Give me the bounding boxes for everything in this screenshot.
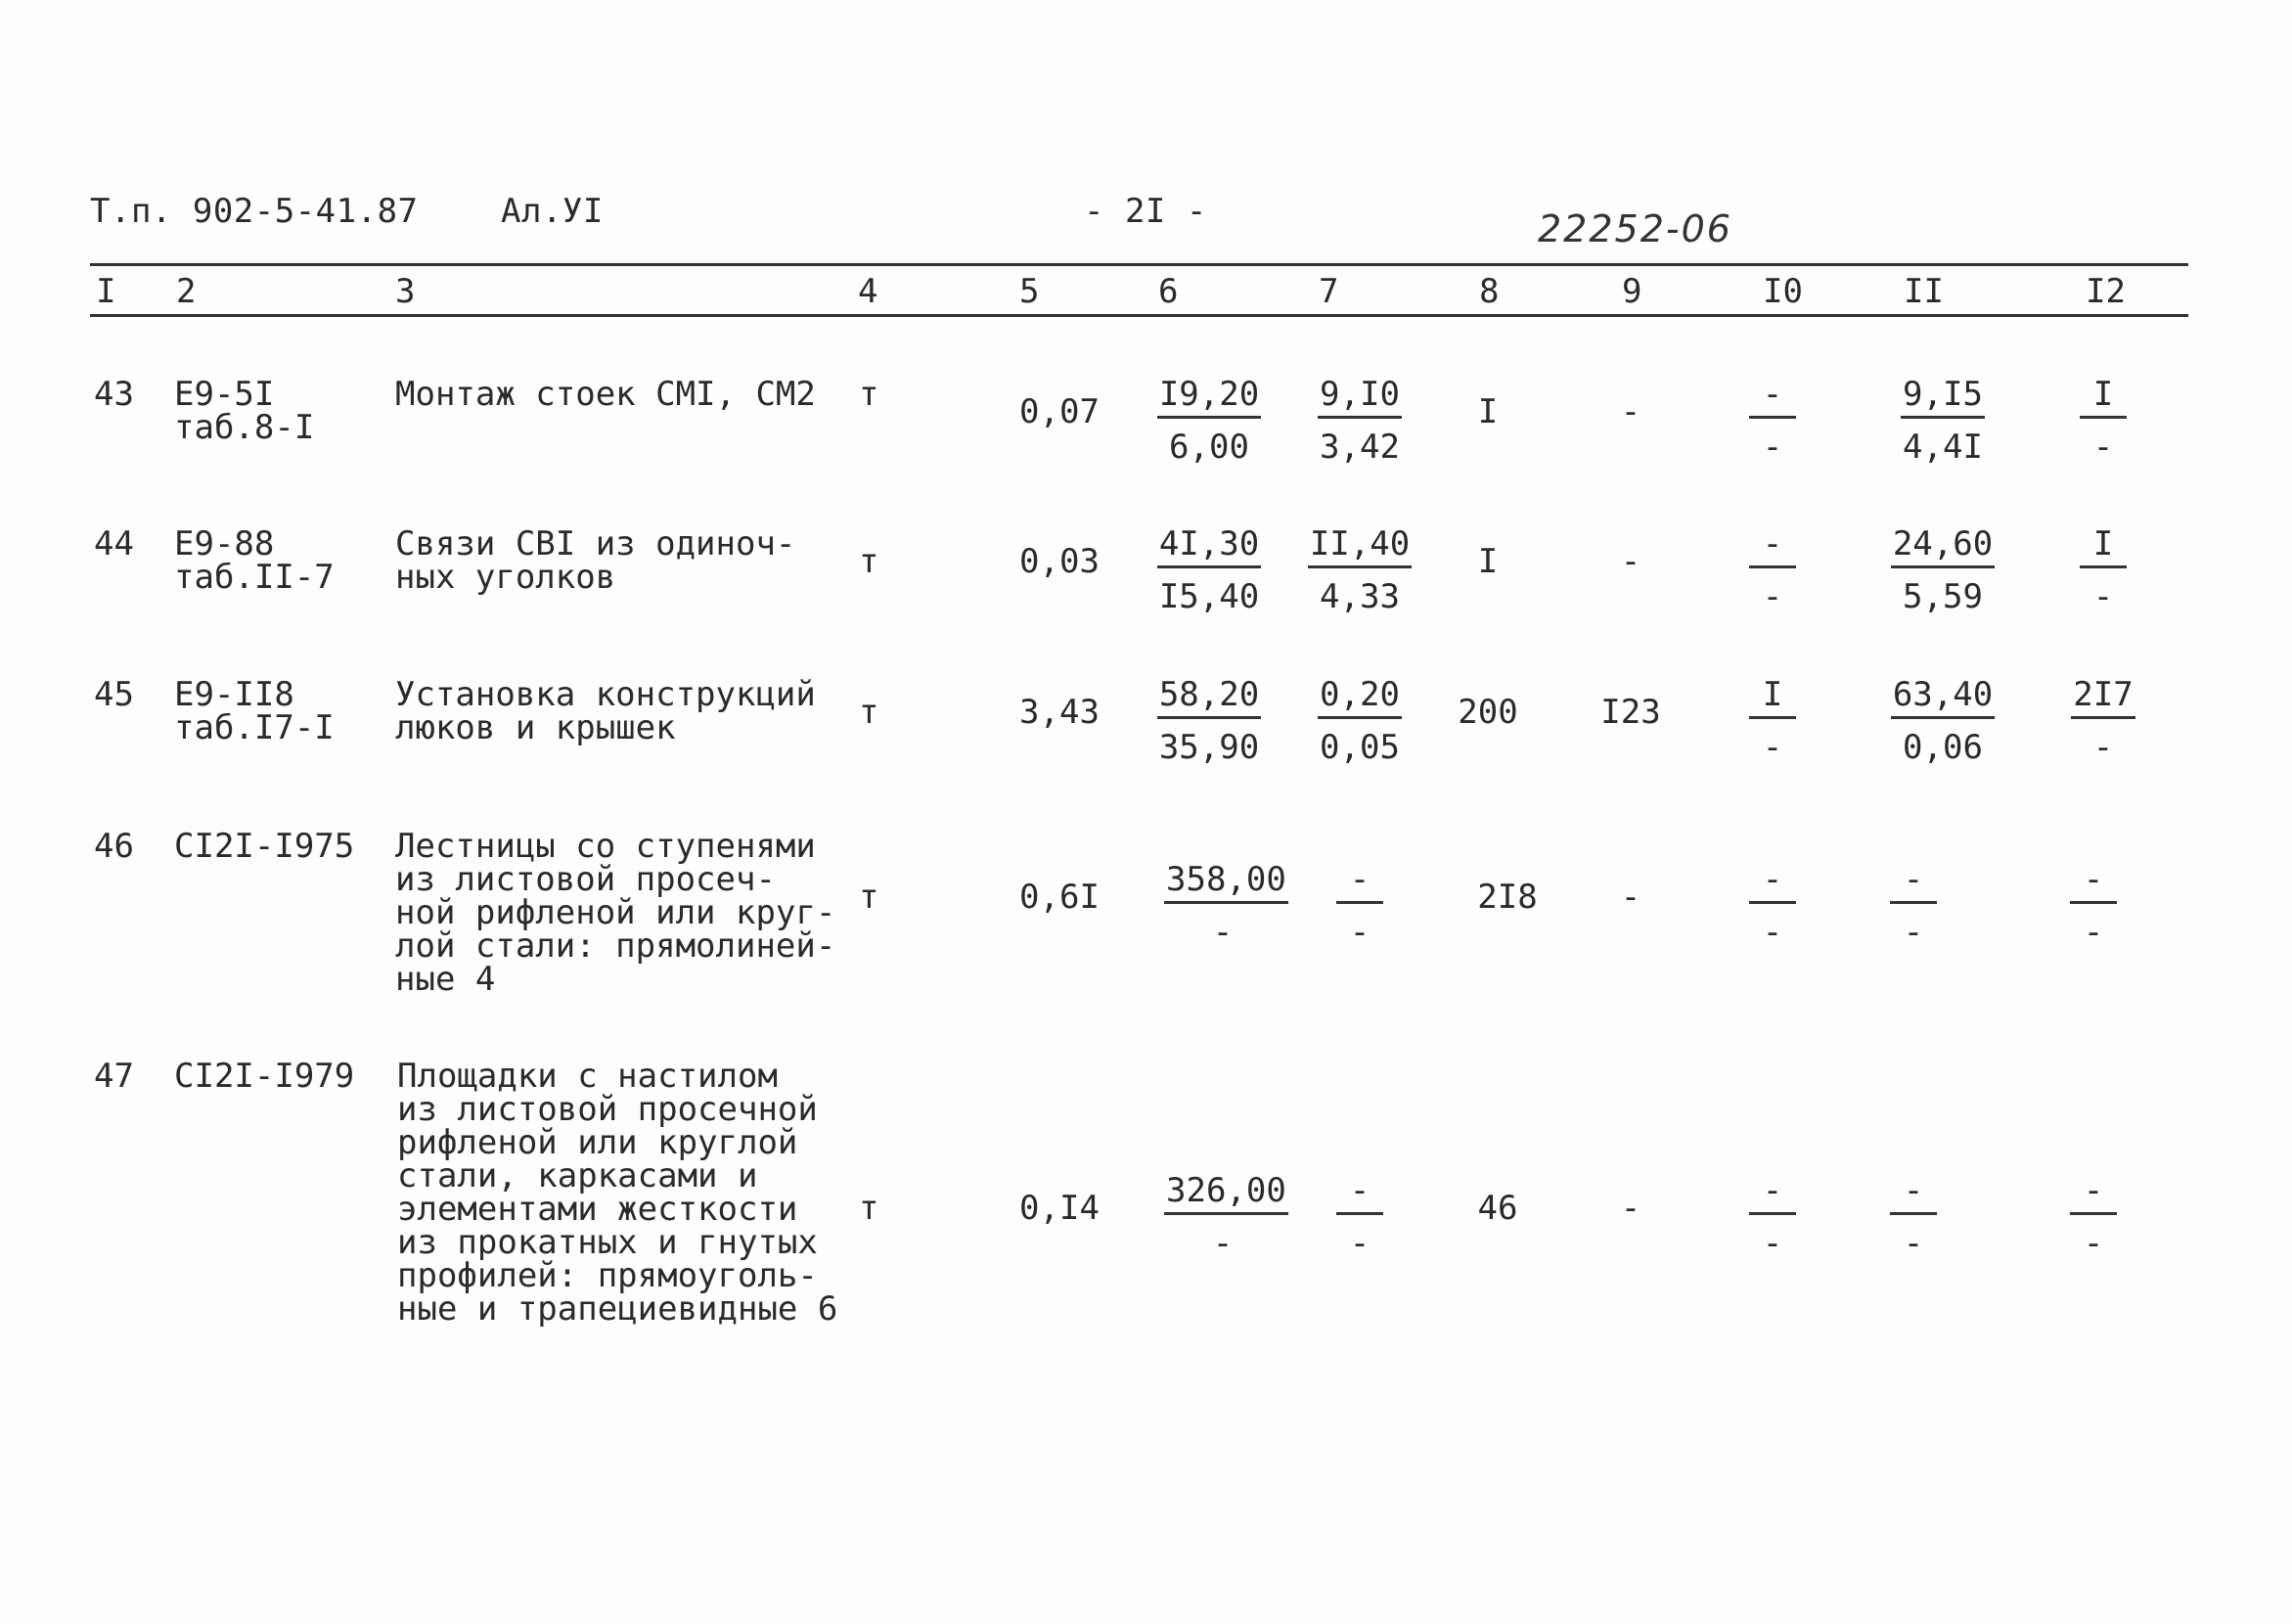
norm-code: СI2I-I979: [174, 1057, 355, 1096]
value-8: I: [1477, 392, 1499, 431]
quantity: 0,6I: [1019, 878, 1100, 917]
column-number: 3: [395, 272, 416, 311]
value-bottom: 4,33: [1320, 577, 1400, 616]
value-top: 9,I5: [1901, 378, 1985, 419]
fraction-cell-6: [1164, 860, 1286, 952]
row-number: 46: [94, 827, 134, 866]
value-top: 24,60: [1891, 527, 1995, 568]
handwritten-code: 22252-06: [1538, 207, 1732, 250]
unit: т: [859, 375, 879, 414]
value-bottom: -: [1903, 1224, 1924, 1263]
quantity: 0,07: [1019, 392, 1100, 431]
value-bottom: -: [2092, 728, 2114, 767]
norm-code: СI2I-I975: [174, 827, 355, 866]
row-number: 43: [94, 375, 134, 414]
value-top: I: [2080, 378, 2127, 419]
value-bottom: -: [1762, 577, 1783, 616]
value-9: I23: [1600, 693, 1661, 732]
fraction-cell-11: [1855, 1171, 1972, 1263]
fraction-cell-7: [1301, 375, 1418, 467]
value-bottom: 6,00: [1169, 428, 1249, 467]
norm-code: Е9-5I таб.8-I: [174, 375, 315, 447]
value-top: 9,I0: [1318, 378, 1402, 419]
work-description: Площадки с настилом из листовой просечной рифленой или круглой стали, каркасами и элементами жесткости из прокатных и гнутых профилей: прямоуголь- ные и трапециевидные 6: [397, 1057, 838, 1329]
value-bottom: -: [1903, 913, 1924, 952]
value-bottom: -: [2083, 1224, 2104, 1263]
fraction-cell-7: [1301, 860, 1418, 952]
work-description: Связи СВI из одиноч- ных уголков: [395, 524, 796, 597]
value-top: -: [1890, 1174, 1937, 1215]
value-9: -: [1620, 878, 1641, 917]
work-description: Лестницы со ступенями из листовой просеч- ной рифленой или круг- лой стали: прямолиней- ные 4: [395, 827, 836, 999]
unit: т: [859, 542, 879, 581]
fraction-cell-7: [1301, 524, 1418, 616]
column-number: 5: [1019, 272, 1040, 311]
value-8: 200: [1458, 693, 1518, 732]
value-top: 58,20: [1157, 678, 1261, 719]
row-number: 45: [94, 675, 134, 714]
value-8: 46: [1477, 1189, 1518, 1228]
value-top: II,40: [1308, 527, 1412, 568]
value-top: I9,20: [1157, 378, 1261, 419]
quantity: 3,43: [1019, 693, 1100, 732]
value-top: -: [1749, 527, 1796, 568]
unit: т: [859, 693, 879, 732]
value-top: -: [2070, 863, 2117, 904]
quantity: 0,I4: [1019, 1189, 1100, 1228]
value-top: 4I,30: [1157, 527, 1261, 568]
unit: т: [859, 1189, 879, 1228]
fraction-cell-10: [1714, 524, 1831, 616]
column-number: I: [96, 272, 116, 311]
value-bottom: -: [1762, 428, 1783, 467]
value-top: 0,20: [1318, 678, 1402, 719]
fraction-cell-6: [1164, 1171, 1286, 1263]
value-top: 326,00: [1164, 1174, 1288, 1215]
value-bottom: 4,4I: [1903, 428, 1983, 467]
fraction-cell-10: [1714, 1171, 1831, 1263]
value-bottom: 35,90: [1158, 728, 1260, 767]
value-top: 63,40: [1891, 678, 1995, 719]
row-number: 47: [94, 1057, 134, 1096]
value-top: -: [1336, 1174, 1383, 1215]
value-top: 358,00: [1164, 863, 1288, 904]
value-top: -: [1890, 863, 1937, 904]
column-number: II: [1904, 272, 1944, 311]
value-bottom: -: [1762, 1224, 1783, 1263]
column-number: I0: [1763, 272, 1803, 311]
header-rule-top: [90, 263, 2188, 266]
value-bottom: -: [2092, 428, 2114, 467]
column-number: 7: [1319, 272, 1339, 311]
album-number: Ал.УI: [501, 192, 604, 231]
value-top: -: [1749, 1174, 1796, 1215]
value-bottom: 3,42: [1320, 428, 1400, 467]
fraction-cell-10: [1714, 375, 1831, 467]
fraction-cell-12: [2045, 675, 2162, 767]
value-bottom: I5,40: [1158, 577, 1260, 616]
value-top: I: [1749, 678, 1796, 719]
fraction-cell-11: [1884, 375, 2001, 467]
value-bottom: 0,05: [1320, 728, 1400, 767]
norm-code: Е9-88 таб.II-7: [174, 524, 335, 597]
unit: т: [859, 878, 879, 917]
value-bottom: -: [2092, 577, 2114, 616]
column-number: I2: [2086, 272, 2126, 311]
value-top: -: [1749, 863, 1796, 904]
value-bottom: 5,59: [1903, 577, 1983, 616]
document-code: Т.п. 902-5-41.87: [90, 192, 419, 231]
work-description: Установка конструкций люков и крышек: [395, 675, 816, 747]
column-number: 9: [1622, 272, 1642, 311]
value-9: -: [1620, 392, 1641, 431]
fraction-cell-10: [1714, 860, 1831, 952]
fraction-cell-10: [1714, 675, 1831, 767]
value-8: 2I8: [1477, 878, 1538, 917]
page-number: - 2I -: [1084, 192, 1207, 231]
header-rule-bottom: [90, 314, 2188, 317]
value-bottom: -: [1349, 1224, 1371, 1263]
fraction-cell-11: [1884, 524, 2001, 616]
norm-code: Е9-II8 таб.I7-I: [174, 675, 335, 747]
value-bottom: -: [2083, 913, 2104, 952]
row-number: 44: [94, 524, 134, 564]
value-9: -: [1620, 1189, 1641, 1228]
column-number: 2: [176, 272, 197, 311]
column-number: 4: [858, 272, 878, 311]
fraction-cell-11: [1855, 860, 1972, 952]
value-top: I: [2080, 527, 2127, 568]
value-bottom: -: [1212, 913, 1234, 952]
value-top: -: [2070, 1174, 2117, 1215]
fraction-cell-12: [2045, 524, 2162, 616]
work-description: Монтаж стоек СМI, СМ2: [395, 375, 816, 414]
fraction-cell-12: [2045, 375, 2162, 467]
value-9: -: [1620, 542, 1641, 581]
fraction-cell-7: [1301, 675, 1418, 767]
value-top: 2I7: [2071, 678, 2135, 719]
fraction-cell-11: [1884, 675, 2001, 767]
value-top: -: [1749, 378, 1796, 419]
fraction-cell-12: [2035, 1171, 2152, 1263]
column-number: 8: [1479, 272, 1500, 311]
fraction-cell-6: [1150, 524, 1268, 616]
value-bottom: -: [1212, 1224, 1234, 1263]
column-number: 6: [1158, 272, 1179, 311]
fraction-cell-6: [1150, 675, 1268, 767]
quantity: 0,03: [1019, 542, 1100, 581]
value-bottom: -: [1762, 728, 1783, 767]
value-bottom: -: [1762, 913, 1783, 952]
value-bottom: -: [1349, 913, 1371, 952]
value-top: -: [1336, 863, 1383, 904]
value-bottom: 0,06: [1903, 728, 1983, 767]
value-8: I: [1477, 542, 1499, 581]
fraction-cell-7: [1301, 1171, 1418, 1263]
fraction-cell-12: [2035, 860, 2152, 952]
fraction-cell-6: [1150, 375, 1268, 467]
